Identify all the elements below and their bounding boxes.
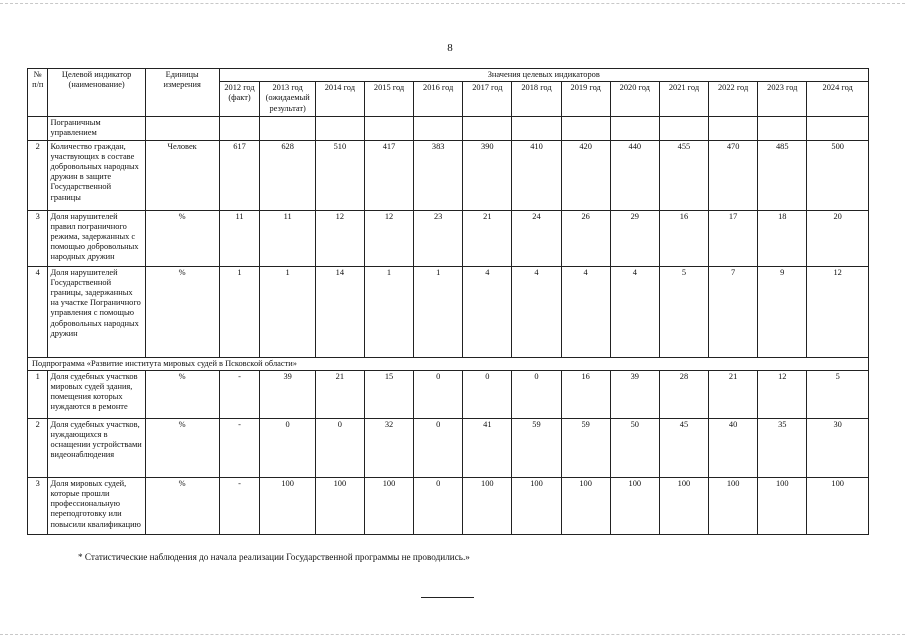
header-values-title: Значения целевых индикаторов — [219, 69, 868, 82]
header-year: 2014 год — [315, 82, 364, 117]
row-value — [463, 117, 512, 140]
row-value: 100 — [315, 477, 364, 534]
row-indicator: Доля судебных участков, нуждающихся в оснащении устройствами видеонаблюдения — [48, 418, 145, 477]
row-num: 2 — [28, 140, 48, 210]
row-value: - — [219, 370, 260, 418]
header-year: 2022 год — [709, 82, 758, 117]
row-value: 28 — [659, 370, 708, 418]
row-value: 15 — [364, 370, 413, 418]
row-num: 3 — [28, 477, 48, 534]
row-indicator: Доля нарушителей Государственной границы, задержанных на участке Пограничного управления с помощью добровольных народных дружин — [48, 266, 145, 357]
row-value: 617 — [219, 140, 260, 210]
row-value: 100 — [758, 477, 807, 534]
page-number: 8 — [447, 42, 453, 54]
row-value — [709, 117, 758, 140]
header-year: 2021 год — [659, 82, 708, 117]
row-value: 5 — [807, 370, 869, 418]
row-value: 100 — [610, 477, 659, 534]
row-value: 0 — [463, 370, 512, 418]
row-value: 12 — [364, 210, 413, 266]
scan-edge-bottom — [0, 634, 905, 635]
row-unit: % — [145, 418, 219, 477]
table-row — [28, 140, 869, 210]
header-year: 2023 год — [758, 82, 807, 117]
row-value: 4 — [463, 266, 512, 357]
row-value: 410 — [512, 140, 561, 210]
row-indicator: Доля мировых судей, которые прошли профессиональную переподготовку или повысили квалификацию — [48, 477, 145, 534]
row-value: 0 — [414, 418, 463, 477]
row-value: 0 — [414, 370, 463, 418]
row-value — [315, 117, 364, 140]
row-value: 21 — [315, 370, 364, 418]
indicators-table — [27, 68, 869, 535]
table-row — [28, 418, 869, 477]
row-value: - — [219, 418, 260, 477]
row-value: 50 — [610, 418, 659, 477]
row-value: 500 — [807, 140, 869, 210]
row-value: 100 — [364, 477, 413, 534]
row-value — [260, 117, 315, 140]
row-value: 7 — [709, 266, 758, 357]
row-value: 100 — [512, 477, 561, 534]
row-value: 26 — [561, 210, 610, 266]
row-value: - — [219, 477, 260, 534]
row-unit: % — [145, 266, 219, 357]
row-value: 29 — [610, 210, 659, 266]
row-value: 39 — [260, 370, 315, 418]
row-unit: % — [145, 477, 219, 534]
row-value: 41 — [463, 418, 512, 477]
table-row — [28, 266, 869, 357]
table-row — [28, 117, 869, 140]
row-value: 420 — [561, 140, 610, 210]
row-value: 16 — [659, 210, 708, 266]
row-value: 20 — [807, 210, 869, 266]
row-value: 390 — [463, 140, 512, 210]
row-unit: % — [145, 210, 219, 266]
table-row — [28, 477, 869, 534]
row-value: 21 — [463, 210, 512, 266]
row-num: 1 — [28, 370, 48, 418]
row-value — [414, 117, 463, 140]
header-year: 2024 год — [807, 82, 869, 117]
row-unit: % — [145, 370, 219, 418]
row-indicator: Количество граждан, участвующих в составе добровольных народных дружин в защите Государственной границы — [48, 140, 145, 210]
footnote: * Статистические наблюдения до начала реализации Государственной программы не проводились.» — [78, 552, 470, 562]
row-value: 16 — [561, 370, 610, 418]
row-value: 11 — [219, 210, 260, 266]
row-value: 440 — [610, 140, 659, 210]
row-num — [28, 117, 48, 140]
row-num: 4 — [28, 266, 48, 357]
row-value: 4 — [512, 266, 561, 357]
header-year: 2015 год — [364, 82, 413, 117]
row-value: 1 — [260, 266, 315, 357]
row-value: 470 — [709, 140, 758, 210]
row-value — [807, 117, 869, 140]
row-value: 59 — [561, 418, 610, 477]
row-value — [512, 117, 561, 140]
row-value: 100 — [260, 477, 315, 534]
row-value: 5 — [659, 266, 708, 357]
row-indicator: Доля судебных участков мировых судей здания, помещения которых нуждаются в ремонте — [48, 370, 145, 418]
row-value: 0 — [512, 370, 561, 418]
row-value: 4 — [561, 266, 610, 357]
row-value — [758, 117, 807, 140]
row-value: 1 — [219, 266, 260, 357]
row-value: 12 — [807, 266, 869, 357]
row-value: 40 — [709, 418, 758, 477]
header-units: Единицы измерения — [145, 69, 219, 117]
row-value: 417 — [364, 140, 413, 210]
row-value: 455 — [659, 140, 708, 210]
row-value: 30 — [807, 418, 869, 477]
row-value: 4 — [610, 266, 659, 357]
row-value: 628 — [260, 140, 315, 210]
header-num: № п/п — [28, 69, 48, 117]
header-year: 2016 год — [414, 82, 463, 117]
header-year: 2018 год — [512, 82, 561, 117]
header-year: 2012 год (факт) — [219, 82, 260, 117]
header-year: 2019 год — [561, 82, 610, 117]
row-value: 1 — [364, 266, 413, 357]
row-value: 485 — [758, 140, 807, 210]
row-value: 383 — [414, 140, 463, 210]
row-value: 0 — [260, 418, 315, 477]
row-value: 21 — [709, 370, 758, 418]
row-value: 0 — [414, 477, 463, 534]
row-value — [659, 117, 708, 140]
row-value: 100 — [807, 477, 869, 534]
row-value — [219, 117, 260, 140]
row-indicator: Доля нарушителей правил пограничного режима, задержанных с помощью добровольных народных дружин — [48, 210, 145, 266]
row-unit: Человек — [145, 140, 219, 210]
row-value: 100 — [463, 477, 512, 534]
row-value: 100 — [709, 477, 758, 534]
row-value: 12 — [758, 370, 807, 418]
header-indicator: Целевой индикатор (наименование) — [48, 69, 145, 117]
row-value: 35 — [758, 418, 807, 477]
row-value: 100 — [561, 477, 610, 534]
row-value: 14 — [315, 266, 364, 357]
row-unit — [145, 117, 219, 140]
row-value: 0 — [315, 418, 364, 477]
row-value — [364, 117, 413, 140]
end-separator-line — [421, 597, 474, 598]
row-value: 59 — [512, 418, 561, 477]
row-value: 510 — [315, 140, 364, 210]
table-row — [28, 210, 869, 266]
row-value — [610, 117, 659, 140]
row-value: 45 — [659, 418, 708, 477]
row-value: 1 — [414, 266, 463, 357]
subprogram-title: Подпрограмма «Развитие института мировых судей в Псковской области» — [28, 357, 869, 370]
subprogram-row — [28, 357, 869, 370]
row-value: 11 — [260, 210, 315, 266]
row-value: 12 — [315, 210, 364, 266]
row-value: 17 — [709, 210, 758, 266]
row-value: 18 — [758, 210, 807, 266]
row-value: 32 — [364, 418, 413, 477]
row-num: 2 — [28, 418, 48, 477]
header-year: 2020 год — [610, 82, 659, 117]
row-value: 24 — [512, 210, 561, 266]
row-value: 100 — [659, 477, 708, 534]
table-row — [28, 370, 869, 418]
row-value: 9 — [758, 266, 807, 357]
row-value — [561, 117, 610, 140]
row-num: 3 — [28, 210, 48, 266]
row-indicator: Пограничным управлением — [48, 117, 145, 140]
scan-edge-top — [0, 3, 905, 4]
row-value: 23 — [414, 210, 463, 266]
header-year: 2017 год — [463, 82, 512, 117]
row-value: 39 — [610, 370, 659, 418]
header-year: 2013 год (ожидаемый результат) — [260, 82, 315, 117]
